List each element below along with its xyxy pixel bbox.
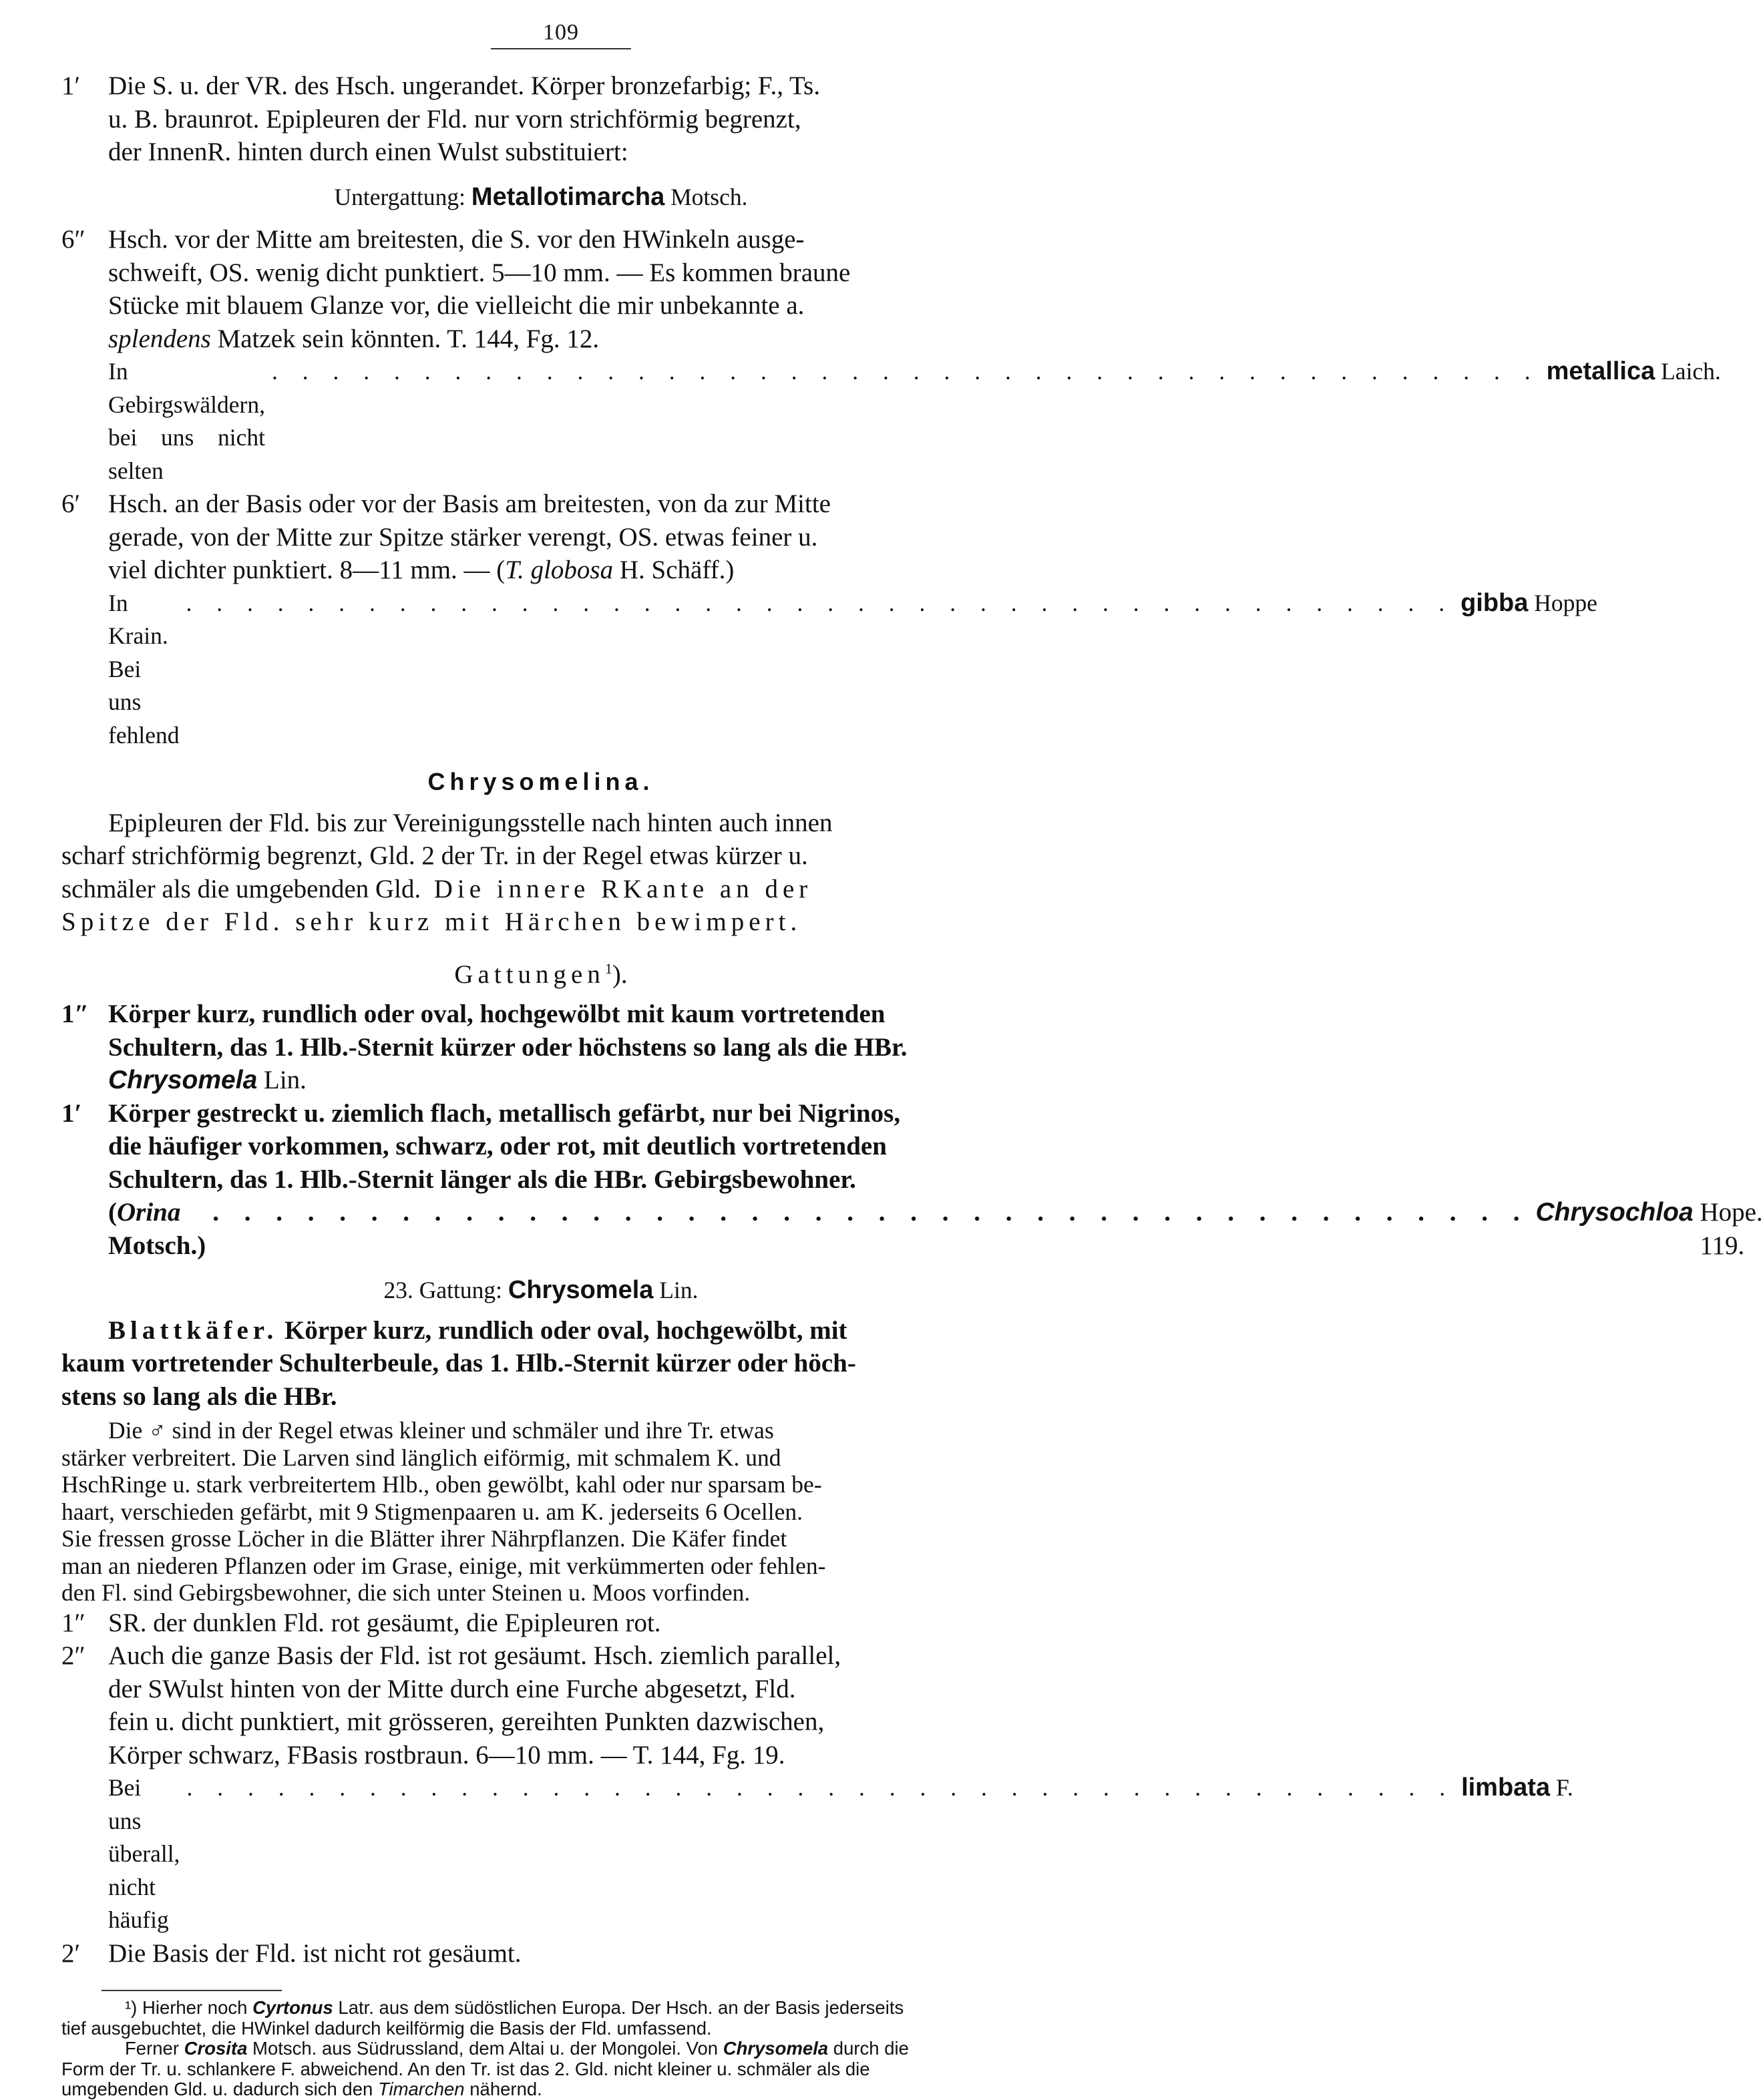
text-line: Stücke mit blauem Glanze vor, die vielleicht die mir unbekannte a. <box>108 291 805 320</box>
spaced-text: Spitze der Fld. sehr kurz mit Härchen bewimpert. <box>61 907 802 936</box>
document-page <box>61 20 1763 2100</box>
genus-key-1-prime <box>61 1097 1763 1263</box>
text-line: der SWulst hinten von der Mitte durch eine Furche abgesetzt, Fld. <box>108 1674 796 1703</box>
main-text <box>61 69 1763 1970</box>
genus-line <box>108 1064 1020 1097</box>
genus-author: Lin. <box>264 1066 307 1094</box>
key-number: 1′ <box>61 71 81 100</box>
species-key-2-prime <box>61 1937 1020 1970</box>
species-name: limbata <box>1461 1773 1551 1802</box>
text-fragment: H. Schäff.) <box>613 556 735 584</box>
text-line <box>108 554 1597 587</box>
species-author: F. <box>1555 1774 1573 1801</box>
subgenus-name: Metallotimarcha <box>471 182 665 211</box>
text-line: Hsch. an der Basis oder vor der Basis am breitesten, von da zur Mitte <box>108 489 831 518</box>
text-line <box>61 873 1020 906</box>
subgenus-heading <box>61 181 1020 214</box>
key-text <box>108 998 1020 1097</box>
key-text <box>108 69 1020 169</box>
text-line: Körper schwarz, FBasis rostbraun. 6—10 mm. — T. 144, Fg. 19. <box>108 1740 785 1769</box>
text-fragment: Matzek sein könnten. T. 144, Fg. 12. <box>210 324 600 353</box>
species-key-1-double-prime <box>61 1607 1020 1640</box>
habitat-line <box>108 587 1597 753</box>
text-fragment: viel dichter punktiert. 8—11 mm. — ( <box>108 556 506 584</box>
genus-line <box>108 1196 1763 1262</box>
genus-author: Lin. <box>659 1277 699 1303</box>
footnote-line: Form der Tr. u. schlankere F. abweichend. An den Tr. ist das 2. Gld. nicht kleiner u. schmäler als die <box>61 2058 870 2079</box>
key-text: SR. der dunklen Fld. rot gesäumt, die Epipleuren rot. <box>108 1608 661 1637</box>
subgenus-label: Untergattung: <box>334 183 466 210</box>
key-entry-6-double-prime <box>61 223 1721 487</box>
genus-italic: Cyrtonus <box>252 1997 333 2018</box>
text-fragment: Motsch. aus Südrussland, dem Altai u. der Mongolei. Von <box>247 2038 723 2059</box>
key-number: 6′ <box>61 489 81 518</box>
text-line: kaum vortretender Schulterbeule, das 1. Hlb.-Sternit kürzer oder höch- <box>61 1349 856 1378</box>
habitat-text: In Krain. Bei uns fehlend <box>108 589 180 749</box>
text-line: gerade, von der Mitte zur Spitze stärker verengt, OS. etwas feiner u. <box>108 522 818 552</box>
leader-dots <box>180 1771 1461 1805</box>
genus-description <box>61 1417 1020 1607</box>
text-line: schweift, OS. wenig dicht punktiert. 5—10 mm. — Es kommen braune <box>108 258 851 287</box>
text-fragment: schmäler als die umgebenden Gld. <box>61 874 421 903</box>
footnote-mark: ¹) <box>125 1997 138 2018</box>
text-line: Hsch. vor der Mitte am breitesten, die S. vor den HWinkeln ausge- <box>108 225 805 254</box>
habitat-line <box>108 1771 1573 1937</box>
text-line: Schultern, das 1. Hlb.-Sternit länger als die HBr. Gebirgsbewohner. <box>108 1165 856 1194</box>
genus-23-heading <box>61 1274 1020 1307</box>
text-fragment: umgebenden Gld. u. dadurch sich den <box>61 2079 378 2099</box>
page-number-rule <box>491 48 631 49</box>
heading-text-end: ). <box>612 960 628 989</box>
key-text <box>108 1097 1763 1263</box>
key-entry-1-prime <box>61 69 1020 169</box>
text-line: Die ♂ sind in der Regel etwas kleiner und schmäler und ihre Tr. etwas <box>108 1417 774 1444</box>
footnote-line: tief ausgebuchtet, die HWinkel dadurch keilförmig die Basis der Fld. umfassend. <box>61 2017 712 2039</box>
leader-dots <box>179 587 1460 620</box>
habitat-text: Bei uns überall, nicht häufig <box>108 1774 180 1933</box>
key-number: 2″ <box>61 1641 85 1670</box>
key-number: 2′ <box>61 1938 81 1968</box>
genus-italic: Chrysomela <box>723 2038 829 2059</box>
text-fragment: nähernd. <box>464 2079 542 2099</box>
text-line: HschRinge u. stark verbreitertem Hlb., oben gewölbt, kahl oder nur sparsam be- <box>61 1471 822 1498</box>
footnote <box>61 1998 1020 2100</box>
text-line: fein u. dicht punktiert, mit grösseren, gereihten Punkten dazwischen, <box>108 1707 825 1736</box>
leader-dots <box>206 1196 1535 1229</box>
page-number: 109 <box>543 20 579 45</box>
text-line: haart, verschieden gefärbt, mit 9 Stigmenpaaren u. am K. jederseits 6 Ocellen. <box>61 1498 803 1525</box>
synonym: (Orina Motsch.) <box>108 1198 206 1260</box>
text-fragment: Körper kurz, rundlich oder oval, hochgewölbt, mit <box>278 1315 847 1345</box>
key-number: 1″ <box>61 1608 85 1637</box>
key-text: Die Basis der Fld. ist nicht rot gesäumt. <box>108 1938 522 1968</box>
synonym-italic: Orina <box>117 1198 181 1227</box>
genus-name: Chrysomela <box>108 1066 258 1094</box>
footnote-line <box>61 1998 1020 2019</box>
section-heading-chrysomelina: Chrysomelina. <box>427 768 654 795</box>
genus-author: Hope. 119. <box>1700 1198 1763 1260</box>
footnote-line <box>61 2039 1020 2059</box>
species-name-italic: splendens <box>108 324 211 353</box>
text-fragment: durch die <box>828 2038 909 2059</box>
heading-text: Gattungen <box>454 960 605 989</box>
text-line <box>61 1314 1020 1347</box>
synonym-rest: Motsch.) <box>108 1231 206 1260</box>
text-line: stens so lang als die HBr. <box>61 1382 337 1411</box>
leader-dots <box>265 355 1547 389</box>
species-author: Laich. <box>1661 358 1721 385</box>
text-line: stärker verbreitert. Die Larven sind länglich eiförmig, mit schmalem K. und <box>61 1444 781 1471</box>
text-line: Die S. u. der VR. des Hsch. ungerandet. Körper bronzefarbig; F., Ts. <box>108 71 821 100</box>
text-line: scharf strichförmig begrenzt, Gld. 2 der Tr. in der Regel etwas kürzer u. <box>61 841 808 870</box>
habitat-line <box>108 355 1721 487</box>
text-fragment: Latr. aus dem südöstlichen Europa. Der Hsch. an der Basis jederseits <box>333 1997 904 2018</box>
key-number: 1″ <box>61 1000 89 1028</box>
species-name: gibba <box>1460 588 1529 617</box>
genus-italic: Timarchen <box>377 2079 465 2099</box>
genus-key-1-double-prime <box>61 998 1020 1097</box>
text-line: den Fl. sind Gebirgsbewohner, die sich unter Steinen u. Moos vorfinden. <box>61 1579 751 1606</box>
habitat-text: In Gebirgswäldern, bei uns nicht selten <box>108 358 265 484</box>
text-line: Körper gestreckt u. ziemlich flach, metallisch gefärbt, nur bei Nigrinos, <box>108 1098 901 1128</box>
text-fragment: Hierher noch <box>142 1997 253 2018</box>
chrysomelina-description <box>61 807 1020 939</box>
genus-name: Chrysomela <box>508 1276 654 1304</box>
text-line: u. B. braunrot. Epipleuren der Fld. nur vorn strichförmig begrenzt, <box>108 104 801 134</box>
footnote-line <box>61 2079 1020 2100</box>
footnote-rule <box>102 1990 282 1991</box>
text-line: Epipleuren der Fld. bis zur Vereinigungsstelle nach hinten auch innen <box>108 808 833 837</box>
spaced-text: Die innere RKante an der <box>433 874 813 903</box>
text-line: die häufiger vorkommen, schwarz, oder rot, mit deutlich vortretenden <box>108 1132 887 1161</box>
key-text <box>108 1639 1573 1937</box>
genus-italic: Crosita <box>184 2038 248 2059</box>
text-line: der InnenR. hinten durch einen Wulst substituiert: <box>108 138 628 166</box>
text-line: Körper kurz, rundlich oder oval, hochgewölbt mit kaum vortretenden <box>108 1000 886 1028</box>
key-number: 1′ <box>61 1098 82 1128</box>
key-text <box>108 487 1597 752</box>
text-line: Sie fressen grosse Löcher in die Blätter ihrer Nährpflanzen. Die Käfer findet <box>61 1525 787 1552</box>
text-line: Auch die ganze Basis der Fld. ist rot gesäumt. Hsch. ziemlich parallel, <box>108 1641 841 1670</box>
genus-name: Chrysochloa <box>1535 1198 1694 1227</box>
text-line: man an niederen Pflanzen oder im Grase, einige, mit verkümmerten oder fehlen- <box>61 1552 826 1579</box>
species-name: metallica <box>1546 357 1655 385</box>
text-line: Schultern, das 1. Hlb.-Sternit kürzer oder höchstens so lang als die HBr. <box>108 1032 908 1062</box>
species-key-2-double-prime <box>61 1639 1573 1937</box>
section-heading-gattungen <box>61 952 1020 992</box>
footnote-marker: 1 <box>604 960 612 977</box>
genus-label: 23. Gattung: <box>383 1277 502 1303</box>
key-text <box>108 223 1721 487</box>
species-author: Hoppe <box>1534 589 1597 616</box>
text-fragment: Ferner <box>125 2038 184 2059</box>
subgenus-author: Motsch. <box>670 183 748 210</box>
genus-diagnosis <box>61 1314 1020 1414</box>
spaced-text: Blattkäfer. <box>108 1315 278 1345</box>
key-entry-6-prime <box>61 487 1597 752</box>
synonym-italic: T. globosa <box>505 556 614 584</box>
text-line <box>108 323 1721 356</box>
key-number: 6″ <box>61 225 85 254</box>
